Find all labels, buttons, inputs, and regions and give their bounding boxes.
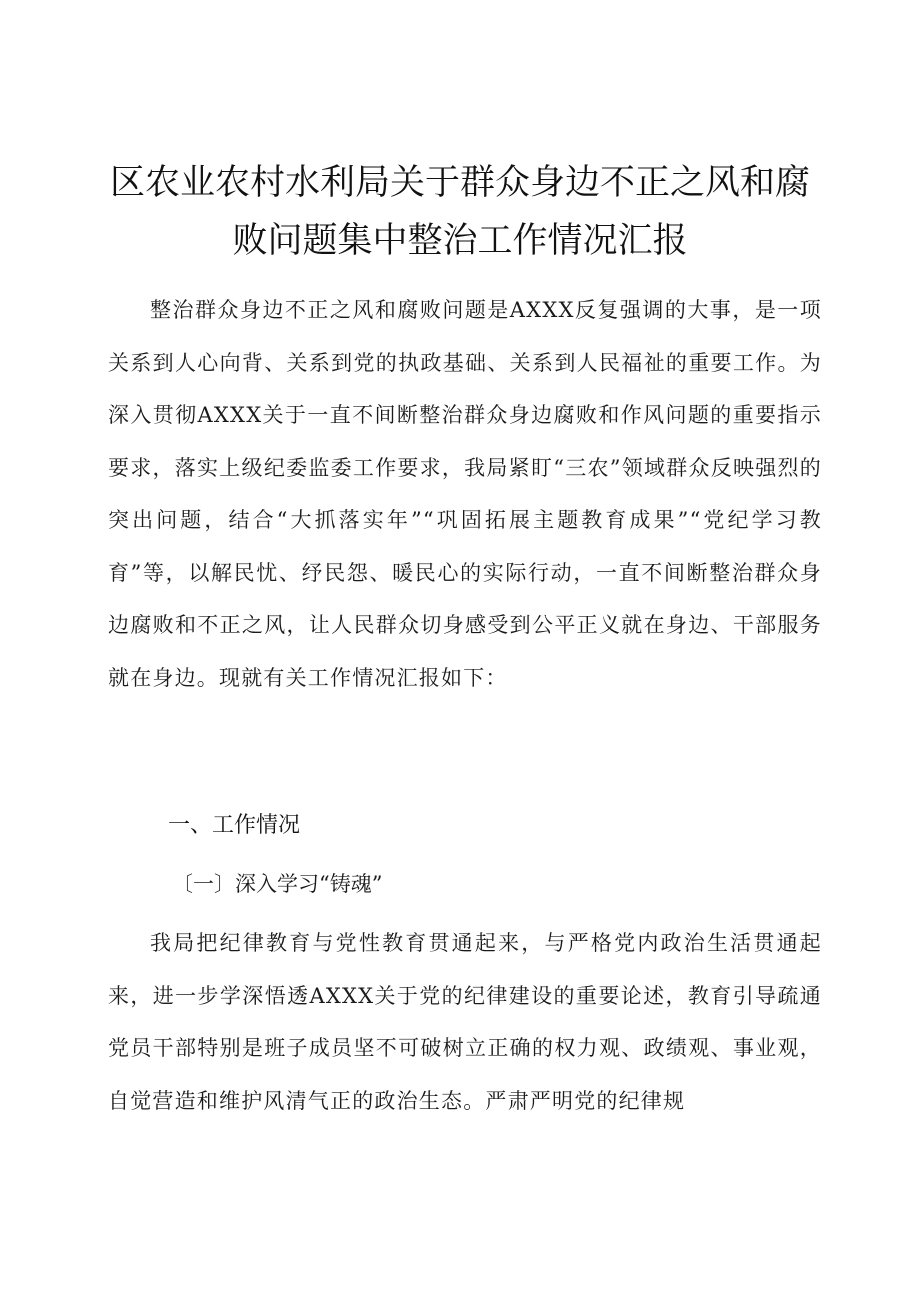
intro-section xyxy=(108,284,822,704)
section-heading-work-status: 一、工作情况 xyxy=(168,813,301,838)
subsection-heading-study: 〔一〕深入学习“铸魂” xyxy=(172,872,383,896)
document-title: 区农业农村水利局关于群众身边不正之风和腐败问题集中整治工作情况汇报 xyxy=(109,163,810,261)
subsection-body xyxy=(108,917,822,1127)
intro-paragraph: 整治群众身边不正之风和腐败问题是AXXX反复强调的大事，是一项关系到人心向背、关系到党的执政基础、关系到人民福祉的重要工作。为深入贯彻AXXX关于一直不间断整治群众身边腐败和作风问题的重要指示要求，落实上级纪委监委工作要求，我局紧盯“三农”领域群众反映强烈的突出问题，结合“大抓落实年”“巩固拓展主题教育成果”“党纪学习教育”等，以解民忧、纾民怨、暖民心的实际行动，一直不间断整治群众身边腐败和不正之风，让人民群众切身感受到公平正义就在身边、干部服务就在身边。现就有关工作情况汇报如下： xyxy=(108,298,822,690)
subsection-paragraph: 我局把纪律教育与党性教育贯通起来，与严格党内政治生活贯通起来，进一步学深悟透AXXX关于党的纪律建设的重要论述，教育引导疏通党员干部特别是班子成员坚不可破树立正确的权力观、政绩观、事业观，自觉营造和维护风清气正的政治生态。严肃严明党的纪律规 xyxy=(108,931,822,1113)
